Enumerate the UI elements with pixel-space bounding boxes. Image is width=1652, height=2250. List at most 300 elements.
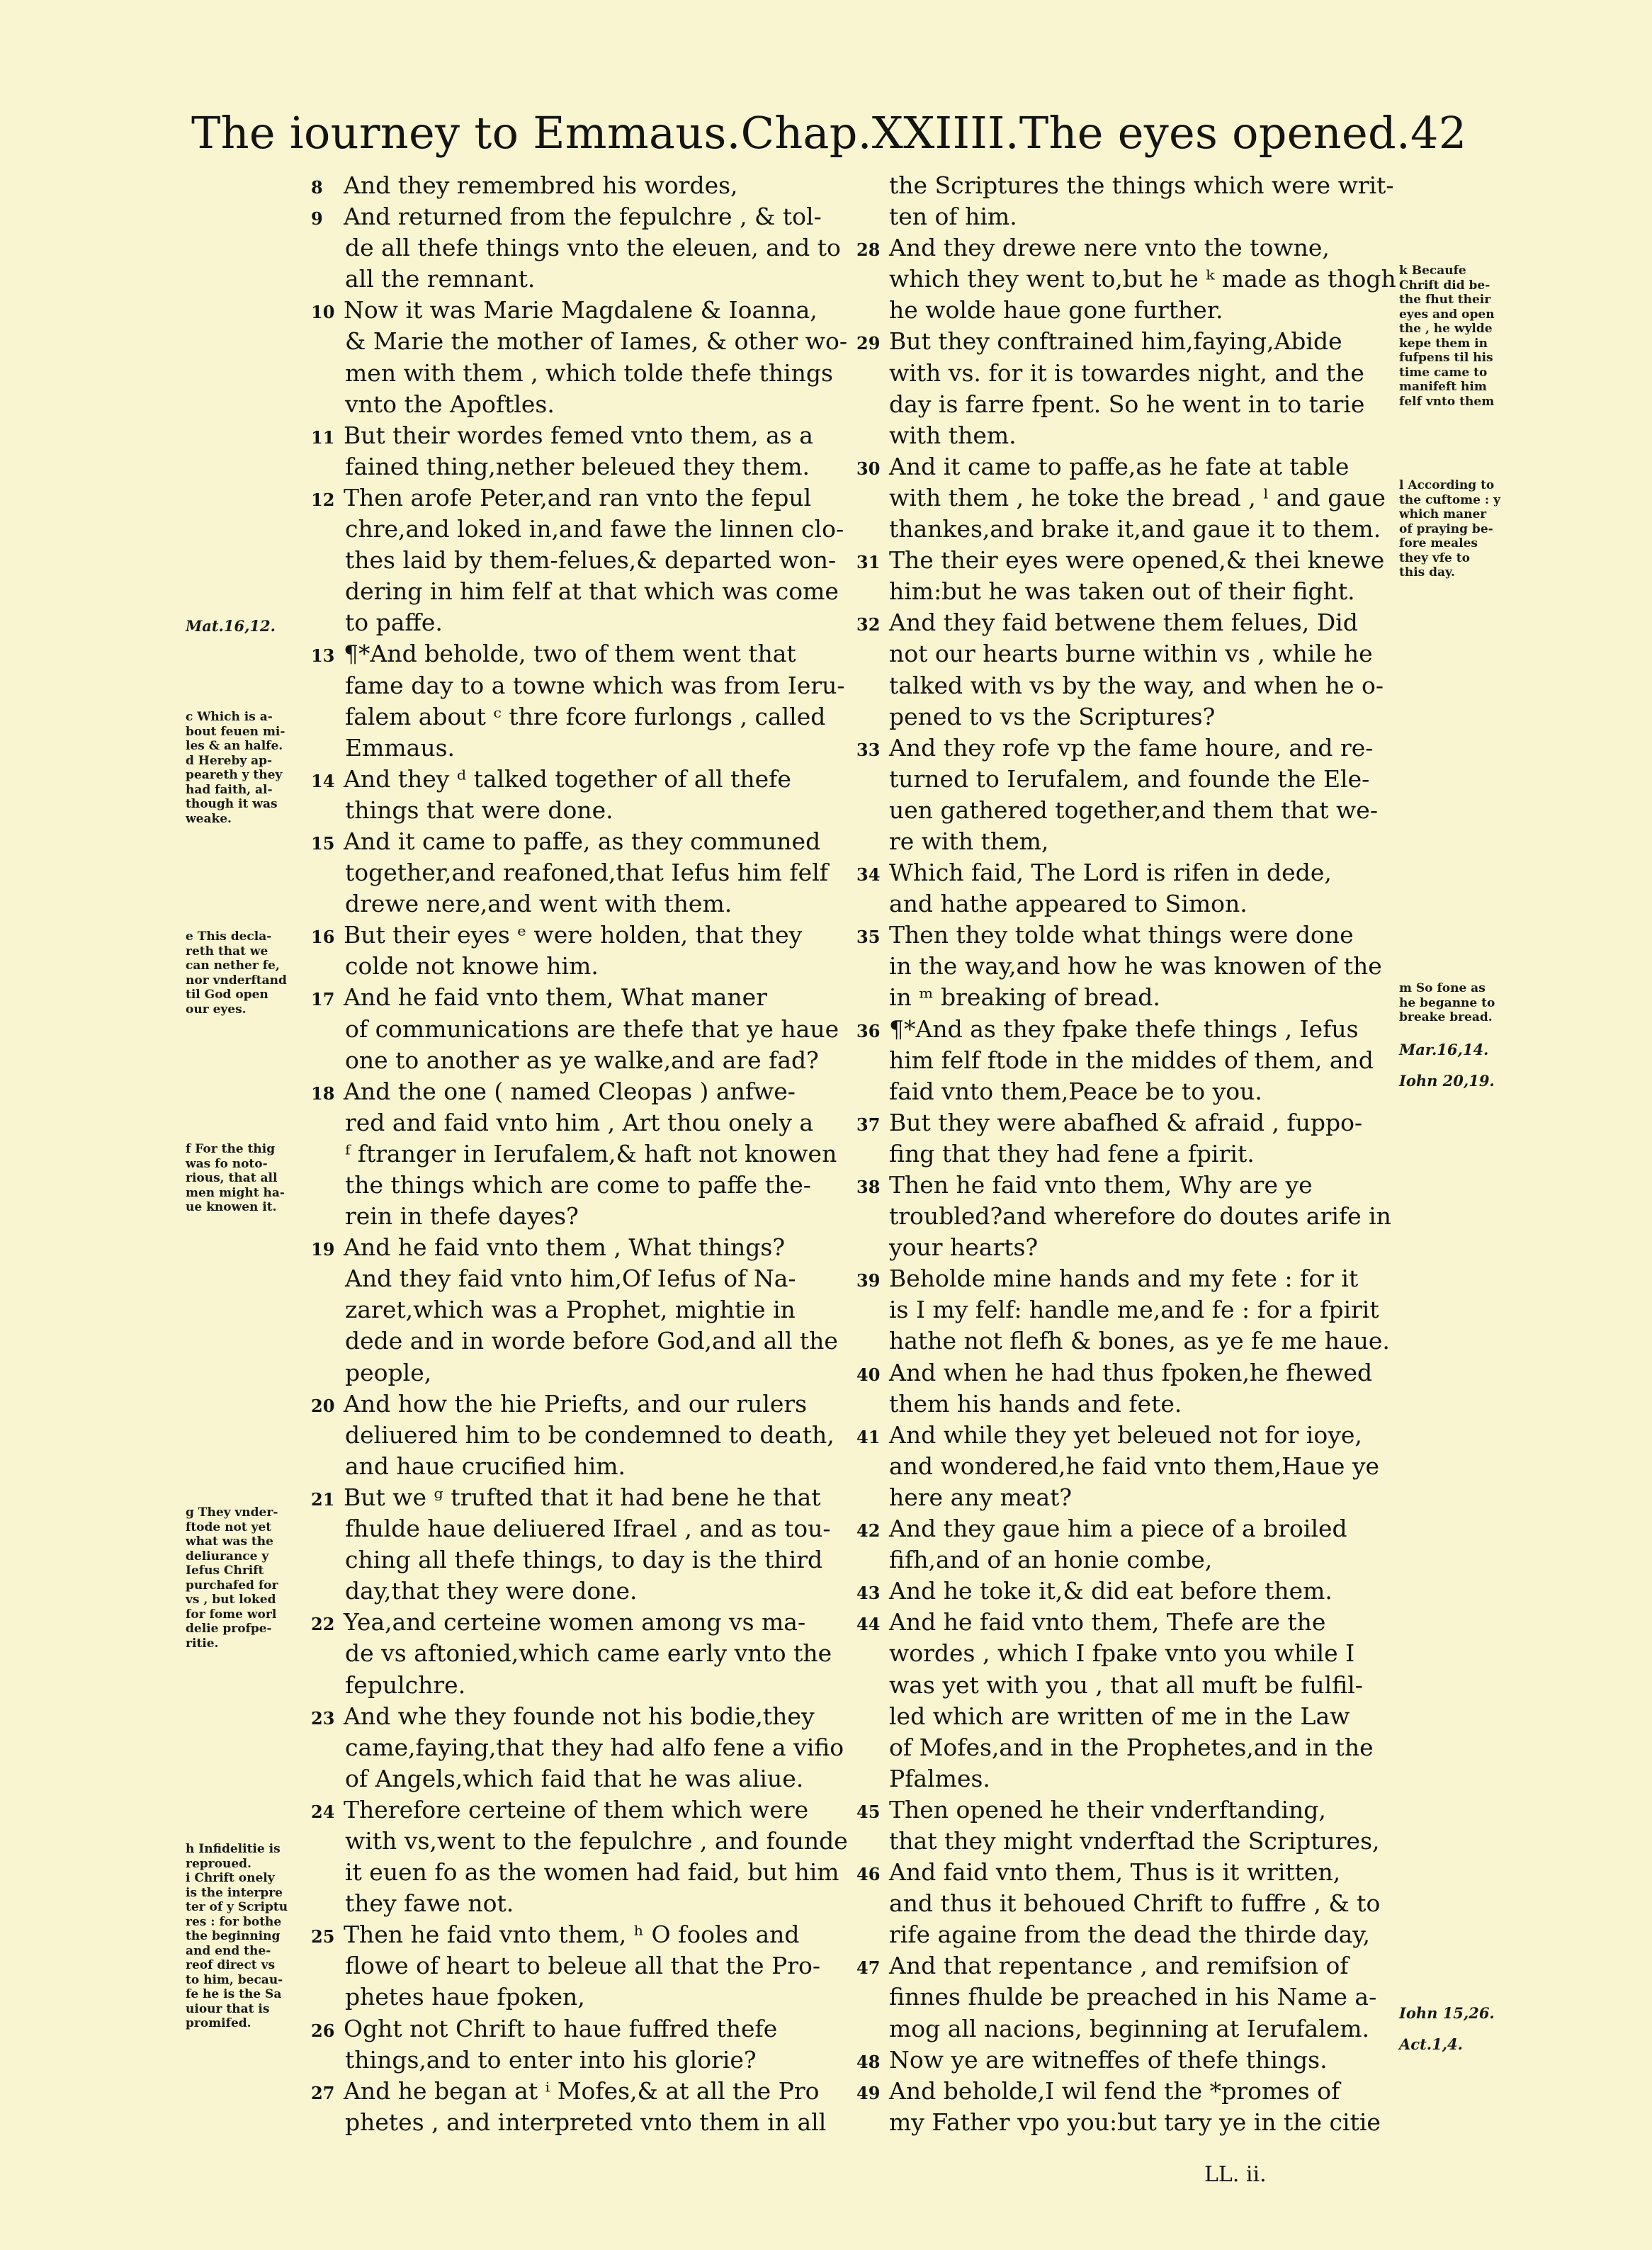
margin-note-line: Iohn 20,19.: [1399, 1072, 1495, 1090]
verse-text: The their eyes were opened,& thei knewe: [889, 546, 1385, 575]
margin-note: [186, 611, 312, 642]
verse-text: flowe of heart to beleue all that the Pro-: [345, 1952, 821, 1980]
verse-number: 18: [311, 1082, 335, 1104]
text-line: [315, 733, 839, 764]
verse-text: thankes,and brake it,and gaue it to them.: [889, 515, 1381, 543]
margin-note-line: ter of y Scriptu: [186, 1900, 288, 1914]
text-line: [856, 1014, 1417, 1045]
verse-text: he wolde haue gone further.: [889, 296, 1223, 324]
verse-text: Then arofe Peter,and ran vnto the fepul: [344, 483, 812, 511]
text-line: [315, 701, 839, 733]
margin-note-line: reth that we: [186, 944, 268, 959]
margin-note: [186, 929, 312, 1017]
verse-text: with them , he toke the bread , ˡ and gaue: [889, 483, 1386, 511]
text-line: [315, 1138, 839, 1170]
verse-text: and wondered,he faid vnto them,Haue ye: [889, 1452, 1380, 1480]
margin-note-line: the , he wylde: [1399, 322, 1493, 336]
margin-note-line: for fome worl: [186, 1607, 277, 1622]
verse-number: 32: [856, 614, 881, 635]
verse-text: him felf ftode in the middes of them, and: [889, 1046, 1374, 1074]
verse-number: 30: [856, 458, 881, 479]
text-line: [861, 482, 1417, 514]
verse-number: 26: [311, 2020, 335, 2041]
text-line: [315, 1263, 839, 1294]
margin-note-line: c Which is a-: [186, 710, 273, 724]
text-line: [315, 232, 839, 264]
verse-number: 49: [856, 2082, 881, 2103]
margin-note-line: ftode not yet: [186, 1520, 272, 1534]
left-column: [311, 170, 848, 2138]
verse-text: fhulde haue deliuered Ifrael , and as tou-: [345, 1515, 831, 1543]
verse-text: And they gaue him a piece of a broiled: [889, 1515, 1347, 1543]
verse-text: But they conftrained him,faying,Abide: [889, 327, 1342, 356]
text-line: [311, 1919, 839, 1950]
text-line: [315, 1294, 839, 1325]
text-line: [311, 638, 839, 669]
text-line: [315, 1201, 839, 1232]
text-line: [315, 358, 839, 389]
verse-text: And it came to paffe,as he fate at table: [889, 452, 1350, 480]
verse-number: 11: [311, 426, 335, 448]
margin-note-line: nor vnderftand: [186, 973, 287, 988]
verse-text: is I my felf: handle me,and fe : for a fpirit: [889, 1296, 1379, 1324]
verse-text: dering in him felf at that which was come: [345, 577, 839, 606]
text-line: [311, 420, 839, 451]
text-line: [861, 1638, 1417, 1669]
verse-text: finnes fhulde be preached in his Name a-: [889, 1983, 1377, 2011]
text-line: [856, 1420, 1417, 1451]
text-line: [856, 1513, 1417, 1544]
verse-number: 39: [856, 1270, 881, 1291]
margin-note-line: Iohn 15,26.: [1399, 2004, 1495, 2022]
verse-text: But their eyes ᵉ were holden, that they: [344, 921, 803, 949]
verse-text: with vs,went to the fepulchre , and founde: [345, 1826, 848, 1855]
verse-text: And faid vnto them, Thus is it written,: [889, 1858, 1341, 1887]
verse-text: And they faid vnto him,Of Iefus of Na-: [345, 1265, 796, 1293]
margin-note-line: weake.: [186, 811, 232, 826]
verse-text: Which faid, The Lord is rifen in dede,: [889, 859, 1332, 887]
text-line: [315, 888, 839, 920]
text-line: [861, 1389, 1417, 1420]
text-line: [861, 1451, 1417, 1482]
verse-number: 9: [311, 208, 323, 230]
verse-text: talked with vs by the way, and when he o-: [889, 671, 1384, 699]
text-line: [861, 1325, 1417, 1357]
verse-text: Pfalmes.: [889, 1764, 990, 1792]
text-line: [856, 232, 1417, 264]
verse-text: falem about ᶜ thre fcore furlongs , called: [345, 702, 826, 730]
verse-text: rife againe from the dead the thirde day,: [889, 1921, 1371, 1949]
text-line: [315, 514, 844, 545]
margin-note-line: Act.1,4.: [1399, 2035, 1463, 2053]
catchword: LL. ii.: [1204, 2162, 1267, 2187]
margin-note-line: Mar.16,14.: [1399, 1041, 1489, 1058]
text-line: [315, 1544, 839, 1576]
verse-text: together,and reafoned,that Iefus him felf: [345, 859, 828, 887]
verse-text: And that repentance , and remifsion of: [889, 1952, 1349, 1980]
text-line: [861, 1138, 1417, 1170]
text-line: [311, 295, 839, 326]
margin-note-line: felf vnto them: [1399, 394, 1495, 409]
verse-number: 8: [311, 177, 323, 198]
text-line: [861, 514, 1417, 545]
text-line: [315, 2107, 839, 2138]
text-line: [861, 826, 1417, 857]
verse-text: fained thing,nether beleued they them.: [345, 452, 810, 480]
verse-number: 36: [856, 1020, 881, 1041]
verse-text: And he began at ⁱ Mofes,& at all the Pro: [344, 2076, 820, 2105]
verse-text: But their wordes femed vnto them, as a: [344, 421, 813, 449]
margin-note: [1399, 1034, 1505, 1097]
margin-note-line: men might ha-: [186, 1185, 285, 1200]
verse-number: 13: [311, 645, 335, 667]
verse-text: thes laid by them-felues,& departed won-: [345, 546, 837, 575]
text-line: [315, 1732, 844, 1763]
verse-text: Then they tolde what things were done: [889, 921, 1354, 949]
text-line: [861, 295, 1417, 326]
margin-note-line: this day.: [1399, 565, 1455, 580]
verse-text: hathe not flefh & bones, as ye fe me haue.: [889, 1327, 1390, 1355]
verse-text: zaret,which was a Prophet, mightie in: [345, 1296, 796, 1324]
verse-number: 40: [856, 1364, 881, 1385]
text-line: [315, 857, 839, 888]
margin-note-line: res : for bothe: [186, 1914, 282, 1929]
margin-note-line: h Infidelitie is: [186, 1842, 281, 1856]
verse-number: 44: [856, 1614, 881, 1635]
text-line: [861, 264, 1417, 295]
text-line: [315, 264, 839, 295]
verse-text: rein in thefe dayes?: [345, 1202, 579, 1231]
verse-number: 20: [311, 1395, 335, 1416]
text-line: [315, 1014, 839, 1045]
verse-text: And whe they founde not his bodie,they: [344, 1702, 815, 1730]
verse-text: was yet with you , that all muft be fulfil-: [889, 1670, 1363, 1699]
verse-text: of Mofes,and in the Prophetes,and in the: [889, 1733, 1374, 1761]
verse-text: phetes haue fpoken,: [345, 1983, 585, 2011]
text-line: [861, 170, 1417, 201]
text-line: [861, 2013, 1417, 2045]
verse-number: 12: [311, 489, 335, 510]
verse-number: 45: [856, 1801, 881, 1822]
verse-text: red and faid vnto him , Art thou onely a: [345, 1108, 814, 1136]
verse-text: phetes , and interpreted vnto them in all: [345, 2108, 827, 2136]
text-line: [311, 170, 839, 201]
text-line: [315, 1638, 839, 1669]
text-line: [315, 1950, 839, 1982]
margin-note-line: d Hereby ap-: [186, 753, 273, 768]
verse-text: to paffe.: [345, 609, 443, 637]
text-line: [315, 326, 848, 357]
margin-note-line: rious, that all: [186, 1171, 278, 1185]
margin-note-line: m So fone as: [1399, 981, 1486, 995]
verse-text: them his hands and fete.: [889, 1389, 1182, 1418]
margin-note-line: kepe them in: [1399, 336, 1488, 351]
verse-text: chre,and loked in,and fawe the linnen clo-: [345, 515, 844, 543]
verse-text: Now ye are witneffes of thefe things.: [889, 2045, 1328, 2074]
text-line: [861, 701, 1417, 733]
margin-note-line: breake bread.: [1399, 1010, 1493, 1024]
verse-number: 23: [311, 1707, 335, 1729]
text-line: [861, 1201, 1417, 1232]
verse-text: And he faid vnto them, Thefe are the: [889, 1608, 1326, 1636]
verse-text: re with them,: [889, 827, 1049, 855]
margin-note-line: time came to: [1399, 365, 1488, 380]
verse-text: not our hearts burne within vs , while he: [889, 640, 1373, 668]
margin-note-line: e This decla-: [186, 929, 272, 944]
verse-number: 24: [311, 1801, 335, 1822]
verse-text: And they faid betwene them felues, Did: [889, 609, 1358, 637]
text-line: [861, 1919, 1417, 1950]
verse-text: pened to vs the Scriptures?: [889, 702, 1216, 730]
verse-text: Therefore certeine of them which were: [344, 1795, 809, 1824]
verse-text: people,: [345, 1358, 432, 1386]
verse-text: And he faid vnto them, What maner: [344, 983, 767, 1012]
margin-note-line: though it was: [186, 797, 278, 811]
verse-text: And how the hie Priefts, and our rulers: [344, 1389, 808, 1418]
margin-note-line: eyes and open: [1399, 307, 1495, 322]
margin-note-line: was fo noto-: [186, 1156, 268, 1171]
verse-text: Then opened he their vnderftanding,: [889, 1795, 1326, 1824]
text-line: [861, 576, 1417, 607]
text-line: [311, 826, 839, 857]
text-line: [861, 1482, 1417, 1513]
verse-text: all the remnant.: [345, 265, 536, 293]
margin-note-line: ue knowen it.: [186, 1200, 277, 1214]
verse-text: dede and in worde before God,and all the: [345, 1327, 838, 1355]
text-line: [311, 482, 839, 514]
verse-number: 15: [311, 832, 335, 854]
margin-note-line: Mat.16,12.: [186, 617, 276, 635]
text-line: [861, 2107, 1417, 2138]
text-line: [315, 576, 839, 607]
verse-text: men with them , which tolde thefe things: [345, 358, 833, 387]
text-line: [315, 1857, 839, 1888]
verse-text: it euen fo as the women had faid, but him: [345, 1858, 839, 1887]
verse-number: 27: [311, 2082, 335, 2103]
verse-text: & Marie the mother of Iames, & other wo-: [345, 327, 848, 356]
text-line: [856, 1576, 1417, 1607]
margin-note-line: fufpens til his: [1399, 351, 1493, 365]
verse-text: one to another as ye walke,and are fad?: [345, 1046, 819, 1074]
margin-note-line: reof direct vs: [186, 1958, 276, 1972]
margin-note-line: to him, becau-: [186, 1972, 283, 1987]
verse-text: fing that they had fene a fpirit.: [889, 1139, 1255, 1168]
verse-text: ᶠ ftranger in Ierufalem,& haft not knowen: [345, 1139, 837, 1168]
text-line: [856, 920, 1417, 951]
verse-text: And they drewe nere vnto the towne,: [889, 234, 1330, 262]
verse-text: in ᵐ breaking of bread.: [889, 983, 1160, 1012]
margin-note-line: he beganne to: [1399, 995, 1495, 1010]
text-line: [315, 951, 839, 982]
text-line: [315, 1325, 839, 1357]
verse-text: him:but he was taken out of their fight.: [889, 577, 1355, 606]
margin-note-line: deliurance y: [186, 1549, 269, 1564]
text-line: [315, 545, 839, 576]
margin-note: [186, 1842, 312, 2031]
verse-text: in the way,and how he was knowen of the: [889, 952, 1382, 980]
margin-note-line: they vfe to: [1399, 550, 1470, 565]
verse-text: and haue crucified him.: [345, 1452, 626, 1480]
verse-number: 17: [311, 989, 335, 1010]
margin-note: [186, 710, 312, 826]
margin-note-line: k Becaufe: [1399, 264, 1466, 278]
margin-note-line: the cuftome : y: [1399, 492, 1500, 507]
verse-number: 41: [856, 1426, 881, 1447]
verse-text: of communications are thefe that ye haue: [345, 1014, 839, 1043]
verse-text: And they rofe vp the fame houre, and re-: [889, 733, 1374, 762]
verse-text: vnto the Apoftles.: [345, 390, 555, 418]
text-line: [315, 1670, 839, 1701]
text-line: [861, 1544, 1417, 1576]
text-line: [856, 326, 1417, 357]
margin-note-line: purchafed for: [186, 1578, 278, 1593]
text-line: [856, 1607, 1417, 1638]
verse-text: and thus it behoued Chrift to fuffre , & to: [889, 1889, 1381, 1918]
text-line: [311, 764, 839, 795]
text-line: [856, 1107, 1417, 1138]
text-line: [856, 1794, 1417, 1826]
text-line: [315, 795, 839, 826]
text-line: [311, 982, 839, 1013]
verse-number: 16: [311, 927, 335, 948]
verse-text: And when he had thus fpoken,he fhewed: [889, 1358, 1373, 1386]
verse-text: And the one ( named Cleopas ) anfwe-: [344, 1077, 796, 1105]
verse-number: 33: [856, 739, 881, 760]
margin-note-line: ritie.: [186, 1636, 219, 1651]
verse-text: troubled?and wherefore do doutes arife in: [889, 1202, 1391, 1231]
text-line: [311, 201, 839, 232]
margin-note-line: manifeft him: [1399, 380, 1487, 394]
text-line: [861, 1763, 1417, 1794]
text-line: [311, 1389, 839, 1420]
text-line: [856, 857, 1417, 888]
verse-text: your hearts?: [889, 1233, 1039, 1262]
verse-text: Now it was Marie Magdalene & Ioanna,: [344, 296, 817, 324]
verse-text: day,that they were done.: [345, 1577, 638, 1605]
text-line: [861, 1670, 1417, 1701]
margin-note-line: promifed.: [186, 2016, 251, 2030]
text-line: [311, 2013, 839, 2045]
verse-number: 10: [311, 302, 335, 323]
margin-note-line: vs , but loked: [186, 1593, 276, 1607]
verse-text: day is farre fpent. So he went in to tarie: [889, 390, 1365, 418]
verse-text: here any meat?: [889, 1483, 1073, 1511]
text-line: [315, 1357, 839, 1389]
margin-note-line: is the interpre: [186, 1885, 283, 1900]
text-line: [315, 2045, 839, 2076]
verse-text: ching all thefe things, to day is the third: [345, 1546, 823, 1574]
verse-text: But we ᵍ trufted that it had bene he that: [344, 1483, 821, 1511]
text-line: [861, 1232, 1417, 1263]
text-line: [315, 1763, 839, 1794]
verse-text: fame day to a towne which was from Ieru-: [345, 671, 845, 699]
verse-number: 19: [311, 1239, 335, 1260]
verse-text: of Angels,which faid that he was aliue.: [345, 1764, 804, 1792]
margin-note: [186, 1142, 312, 1215]
verse-text: And it came to paffe, as they communed: [344, 827, 821, 855]
text-line: [856, 451, 1417, 482]
text-line: [315, 451, 839, 482]
verse-number: 37: [856, 1114, 881, 1135]
text-line: [861, 1076, 1417, 1107]
text-line: [856, 607, 1417, 638]
verse-text: things that were done.: [345, 796, 613, 824]
margin-note-line: of praying be-: [1399, 521, 1493, 536]
text-line: [315, 389, 839, 420]
text-line: [856, 2045, 1417, 2076]
verse-number: 34: [856, 864, 881, 886]
margin-note-line: what was the: [186, 1534, 273, 1549]
margin-note: [1399, 264, 1505, 409]
verse-text: and hathe appeared to Simon.: [889, 890, 1248, 918]
margin-note-line: uiour that is: [186, 2001, 270, 2016]
verse-number: 35: [856, 927, 881, 948]
text-line: [861, 420, 1417, 451]
verse-text: And he faid vnto them , What things?: [344, 1233, 786, 1262]
text-line: [311, 2076, 839, 2107]
margin-note-line: g They vnder-: [186, 1505, 278, 1520]
text-line: [861, 1982, 1417, 2013]
margin-note: [1399, 1998, 1505, 2060]
verse-text: de all thefe things vnto the eleuen, and to: [345, 234, 841, 262]
verse-text: And returned from the fepulchre , & tol-: [344, 203, 822, 231]
text-line: [311, 1607, 839, 1638]
text-line: [856, 1170, 1417, 1201]
verse-text: faid vnto them,Peace be to you.: [889, 1077, 1262, 1105]
text-line: [856, 1357, 1417, 1389]
text-line: [861, 638, 1417, 669]
verse-number: 38: [856, 1177, 881, 1197]
text-line: [315, 1513, 839, 1544]
text-line: [861, 1732, 1417, 1763]
verse-text: And they remembred his wordes,: [344, 171, 738, 199]
verse-text: with vs. for it is towardes night, and the: [889, 358, 1364, 387]
verse-text: wordes , which I fpake vnto you while I: [889, 1639, 1355, 1668]
text-line: [315, 1107, 839, 1138]
verse-text: turned to Ierufalem, and founde the Ele-: [889, 764, 1370, 793]
text-line: [311, 1076, 839, 1107]
verse-text: de vs aftonied,which came early vnto the: [345, 1639, 832, 1668]
right-column: [856, 170, 1417, 2138]
margin-note-line: delie profpe-: [186, 1622, 272, 1636]
text-line: [861, 951, 1417, 982]
text-line: [856, 1950, 1417, 1982]
verse-text: Yea,and certeine women among vs ma-: [344, 1608, 806, 1636]
margin-note-line: and end the-: [186, 1943, 271, 1958]
text-line: [861, 982, 1417, 1013]
margin-note: [1399, 981, 1505, 1025]
verse-number: 31: [856, 552, 881, 573]
text-line: [861, 1701, 1417, 1732]
margin-note-line: the fhut their: [1399, 293, 1491, 307]
verse-text: Then he faid vnto them, Why are ye: [889, 1171, 1313, 1199]
verse-text: And while they yet beleued not for ioye,: [889, 1420, 1362, 1449]
verse-text: that they might vnderftad the Scriptures,: [889, 1826, 1380, 1855]
margin-note-line: i Chrift onely: [186, 1871, 275, 1885]
margin-note-line: fe he is the Sa: [186, 1987, 282, 2001]
margin-note: [1399, 478, 1505, 580]
verse-text: led which are written of me in the Law: [889, 1702, 1350, 1730]
verse-number: 43: [856, 1583, 881, 1604]
text-line: [311, 920, 839, 951]
verse-text: mog all nacions, beginning at Ierufalem.: [889, 2014, 1370, 2042]
verse-text: And they ᵈ talked together of all thefe: [344, 764, 791, 793]
margin-note-line: can nether fe,: [186, 959, 280, 973]
margin-note-line: til God open: [186, 988, 268, 1002]
margin-note-line: peareth y they: [186, 768, 283, 782]
verse-text: ¶*And as they fpake thefe things , Iefus: [889, 1014, 1359, 1043]
verse-text: ¶*And beholde, two of them went that: [344, 640, 796, 668]
